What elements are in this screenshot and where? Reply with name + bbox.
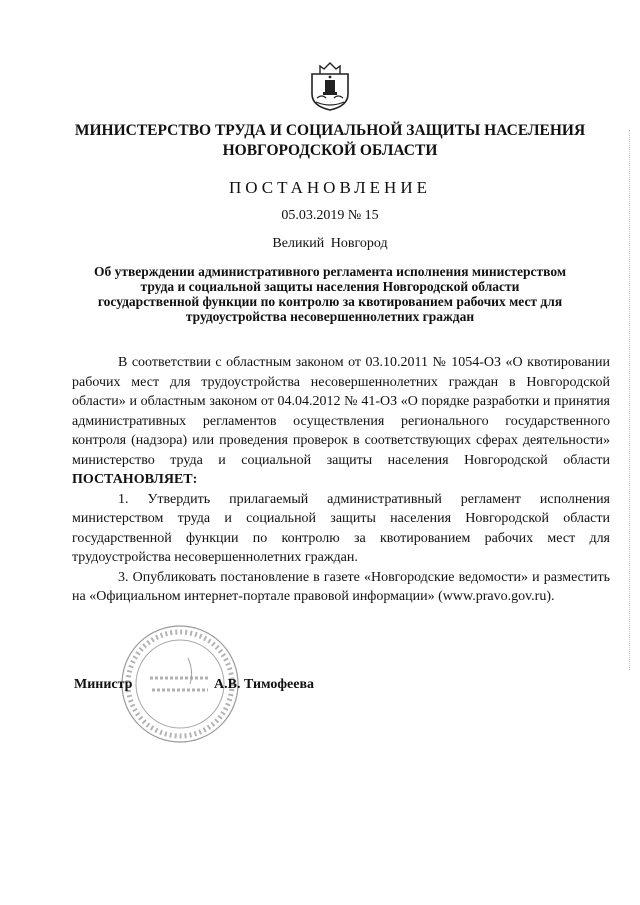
title-line-3: государственной функции по контролю за квотированием рабочих мест для [97, 294, 563, 309]
margin-mark [629, 130, 636, 670]
document-title [70, 264, 590, 324]
item-1: 1. Утвердить прилагаемый административный регламент исполнения министерством труда и социальной защиты населения Новгородской области государственной функции по контролю за квотированием рабочих мест для трудоустройства несовершеннолетних граждан. [72, 491, 610, 565]
preamble-paragraph [72, 353, 610, 490]
title-line-2: труда и социальной защиты населения Новгородской области [140, 279, 520, 294]
item-3: 3. Опубликовать постановление в газете «Новгородские ведомости» и разместить на «Официальном интернет-портале правовой информации» (www.pravo.gov.ru). [72, 569, 610, 604]
preamble-text: В соответствии с областным законом от 03.10.2011 № 1054-ОЗ «О квотировании рабочих мест для трудоустройства несовершеннолетних граждан в Новгородской области» и областным законом от 04.04.2012 № 41-ОЗ «О порядке разработки и принятия административных регламентов осуществления регионального государственного контроля (надзора) или проведения проверок в соответствующих сферах деятельности» министерство труда и социальной защиты населения Новгородской области [72, 355, 610, 468]
signatory-position: Министр [74, 677, 133, 692]
ministry-line-1: МИНИСТЕРСТВО ТРУДА И СОЦИАЛЬНОЙ ЗАЩИТЫ НАСЕЛЕНИЯ [74, 122, 586, 139]
decree-word: ПОСТАНОВЛЯЕТ: [72, 472, 198, 487]
document-body [72, 353, 610, 607]
novgorod-coat-of-arms-icon [308, 60, 352, 112]
title-line-4: трудоустройства несовершеннолетних граждан [185, 309, 475, 324]
city: Великий Новгород [272, 236, 388, 251]
title-line-1: Об утверждении административного регламента исполнения министерством [93, 264, 567, 279]
date-number: 05.03.2019 № 15 [281, 208, 379, 223]
document-type: ПОСТАНОВЛЕНИЕ [228, 178, 431, 197]
signatory-name: А.В. Тимофеева [214, 677, 315, 692]
ministry-line-2: НОВГОРОДСКОЙ ОБЛАСТИ [222, 142, 438, 159]
ministry-name [70, 121, 590, 161]
